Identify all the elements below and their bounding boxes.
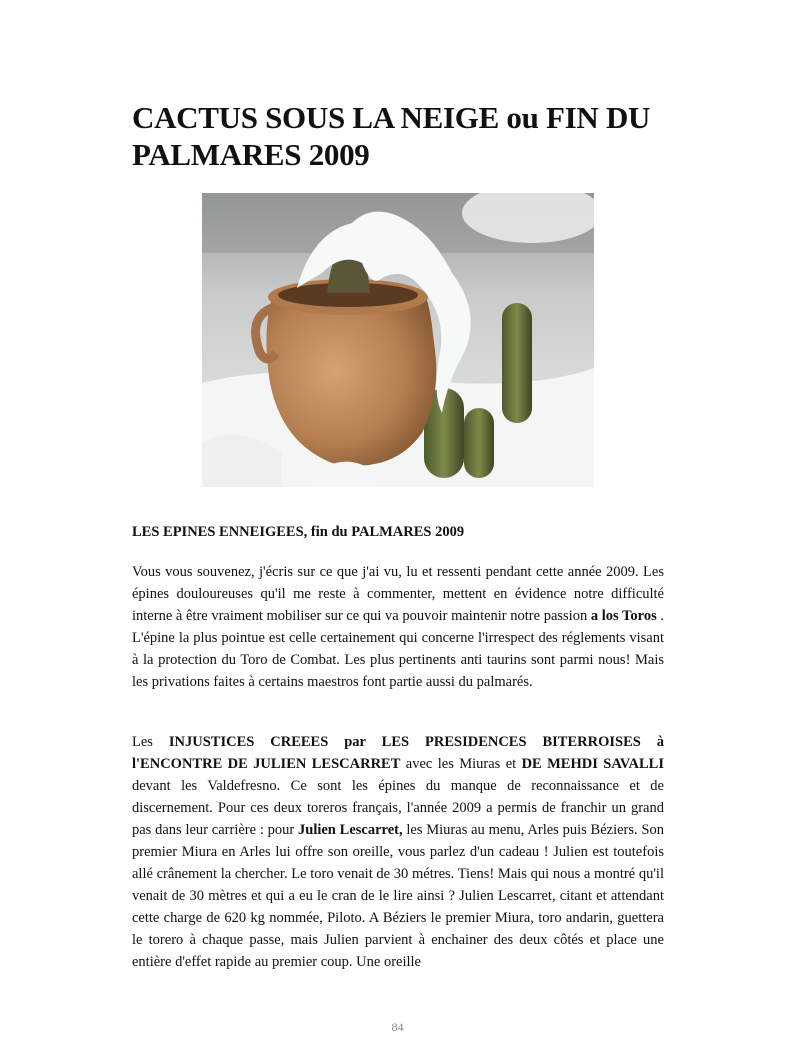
text-run: avec les Miuras et	[400, 756, 522, 772]
text-run: . L'épine la plus pointue est celle certainement qui concerne l'irrespect des réglements visant à la protection du Toro de Combat. Les plus pertinents anti taurins sont parmi nous! Mais les privations faites à certains maestros font partie aussi du palmarés.	[132, 608, 664, 690]
text-run: devant les Valdefresno. Ce sont les épines du manque de reconnaissance et de discernement. Pour ces deux toreros français, l'année 2009 a permis de franchir un grand pas dans leur carrière : pour	[132, 778, 664, 838]
document-title: CACTUS SOUS LA NEIGE ou FIN DU PALMARES 2009	[132, 100, 651, 172]
cactus-snow-photo	[202, 193, 594, 487]
text-run: a los Toros	[590, 608, 657, 624]
text-run: INJUSTICES CREEES par LES PRESIDENCES BITERROISES à l'ENCONTRE DE JULIEN LESCARRET	[132, 734, 665, 772]
section-subtitle: LES EPINES ENNEIGEES, fin du PALMARES 2009	[132, 524, 465, 540]
text-run: DE MEHDI SAVALLI	[521, 756, 664, 772]
paragraph-1	[132, 561, 664, 693]
text-run: Julien Lescarret,	[298, 822, 403, 838]
page-number: 84	[391, 1020, 404, 1034]
text-run: Vous vous souvenez, j'écris sur ce que j'ai vu, lu et ressenti pendant cette année 2009. Les épines douloureuses qu'il me reste à commenter, mettent en évidence notre difficulté interne à être vraiment mobiliser sur ce qui va pouvoir maintenir notre passion	[132, 564, 664, 624]
text-run: Les	[132, 734, 169, 750]
text-run: les Miuras au menu, Arles puis Béziers. Son premier Miura en Arles lui offre son oreille, vous parlez d'un cadeau ! Julien est toutefois allé crânement la chercher. Le toro venait de 30 métres. Tiens! Mais qui nous a montré qu'il venait de 30 mètres et qui a eu le cran de le lire ainsi ? Julien Lescarret, citant et attendant cette charge de 620 kg nommée, Piloto. A Béziers le premier Miura, toro andarin, guettera le torero à chaque passe, mais Julien parvient à enchainer des deux côtés et place une entière d'effet rapide au premier coup. Une oreille	[132, 822, 664, 970]
paragraph-2	[132, 731, 664, 973]
